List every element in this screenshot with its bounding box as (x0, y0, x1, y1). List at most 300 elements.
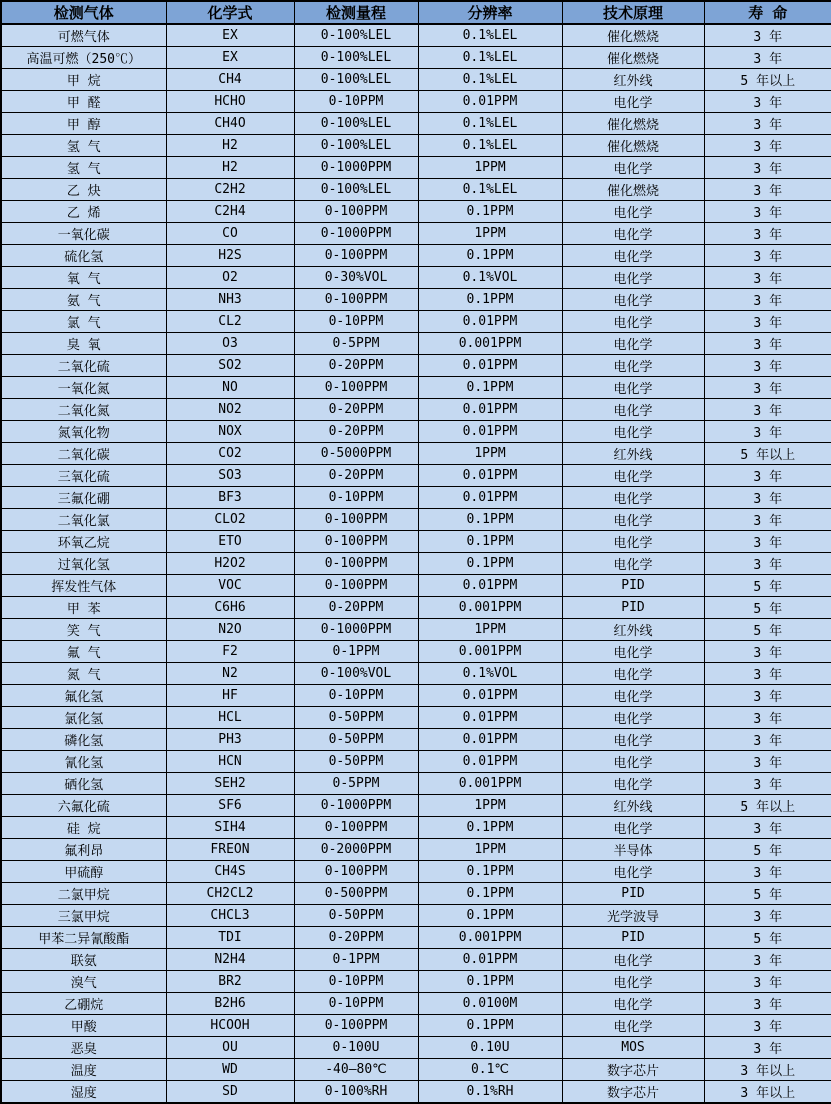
cell: N2H4 (166, 949, 294, 971)
cell: 0-50PPM (294, 729, 418, 751)
table-row (1, 531, 831, 553)
cell: 0.01PPM (418, 355, 562, 377)
cell: 0-1PPM (294, 641, 418, 663)
cell: 硒化氢 (1, 773, 166, 795)
cell: 电化学 (562, 751, 704, 773)
cell: 1PPM (418, 157, 562, 179)
cell: 氟利昂 (1, 839, 166, 861)
cell: 乙 炔 (1, 179, 166, 201)
cell: 0-20PPM (294, 421, 418, 443)
cell: CO (166, 223, 294, 245)
cell: 0-1000PPM (294, 619, 418, 641)
cell: C6H6 (166, 597, 294, 619)
column-header-principle: 技术原理 (562, 1, 704, 24)
cell: SD (166, 1081, 294, 1104)
cell: 电化学 (562, 355, 704, 377)
cell: 3 年 (704, 465, 831, 487)
cell: 3 年 (704, 487, 831, 509)
cell: 环氧乙烷 (1, 531, 166, 553)
cell: 一氧化碳 (1, 223, 166, 245)
cell: 5 年 (704, 619, 831, 641)
cell: 0-30%VOL (294, 267, 418, 289)
cell: 数字芯片 (562, 1059, 704, 1081)
cell: 3 年 (704, 1015, 831, 1037)
cell: 0-20PPM (294, 597, 418, 619)
cell: 半导体 (562, 839, 704, 861)
cell: OU (166, 1037, 294, 1059)
cell: 臭 氧 (1, 333, 166, 355)
cell: 磷化氢 (1, 729, 166, 751)
cell: 甲 醇 (1, 113, 166, 135)
cell: 3 年 (704, 509, 831, 531)
cell: 5 年 (704, 575, 831, 597)
cell: 光学波导 (562, 905, 704, 927)
cell: 3 年 (704, 201, 831, 223)
cell: 电化学 (562, 707, 704, 729)
cell: 5 年 (704, 839, 831, 861)
cell: 0.01PPM (418, 465, 562, 487)
cell: H2 (166, 157, 294, 179)
cell: 0.0100M (418, 993, 562, 1015)
cell: 红外线 (562, 795, 704, 817)
cell: 0.01PPM (418, 729, 562, 751)
cell: 电化学 (562, 949, 704, 971)
table-row (1, 597, 831, 619)
cell: 0.1PPM (418, 201, 562, 223)
cell: 0-100PPM (294, 509, 418, 531)
cell: 0-100U (294, 1037, 418, 1059)
cell: 1PPM (418, 619, 562, 641)
cell: 一氧化氮 (1, 377, 166, 399)
cell: O3 (166, 333, 294, 355)
cell: 氨 气 (1, 289, 166, 311)
table-row (1, 289, 831, 311)
cell: 3 年 (704, 157, 831, 179)
cell: 0.1%VOL (418, 267, 562, 289)
cell: 3 年 (704, 553, 831, 575)
cell: 0-50PPM (294, 905, 418, 927)
cell: 3 年 (704, 817, 831, 839)
cell: 电化学 (562, 553, 704, 575)
cell: 0-10PPM (294, 311, 418, 333)
cell: 3 年 (704, 971, 831, 993)
table-row (1, 487, 831, 509)
cell: 3 年 (704, 861, 831, 883)
table-row (1, 553, 831, 575)
column-header-range: 检测量程 (294, 1, 418, 24)
cell: HCL (166, 707, 294, 729)
cell: PID (562, 597, 704, 619)
cell: 0-1PPM (294, 949, 418, 971)
cell: 0.1%LEL (418, 47, 562, 69)
cell: 氯 气 (1, 311, 166, 333)
cell: 3 年 (704, 135, 831, 157)
cell: 3 年 (704, 289, 831, 311)
cell: 氢 气 (1, 135, 166, 157)
cell: 甲酸 (1, 1015, 166, 1037)
cell: 5 年 (704, 927, 831, 949)
cell: 红外线 (562, 443, 704, 465)
cell: 三氯甲烷 (1, 905, 166, 927)
cell: 电化学 (562, 223, 704, 245)
cell: 5 年以上 (704, 69, 831, 91)
cell: CLO2 (166, 509, 294, 531)
table-row (1, 861, 831, 883)
cell: 溴气 (1, 971, 166, 993)
cell: 3 年 (704, 24, 831, 47)
cell: TDI (166, 927, 294, 949)
cell: 0.01PPM (418, 575, 562, 597)
cell: 电化学 (562, 685, 704, 707)
cell: 0-100%LEL (294, 47, 418, 69)
cell: 0.01PPM (418, 399, 562, 421)
cell: 0-100PPM (294, 201, 418, 223)
cell: 乙硼烷 (1, 993, 166, 1015)
cell: 5 年以上 (704, 795, 831, 817)
table-row (1, 179, 831, 201)
cell: 3 年 (704, 905, 831, 927)
table-row (1, 157, 831, 179)
cell: 0-10PPM (294, 971, 418, 993)
cell: WD (166, 1059, 294, 1081)
cell: 0-100PPM (294, 377, 418, 399)
cell: F2 (166, 641, 294, 663)
cell: 0-20PPM (294, 465, 418, 487)
cell: 3 年 (704, 267, 831, 289)
cell: 电化学 (562, 993, 704, 1015)
cell: CH2CL2 (166, 883, 294, 905)
cell: 3 年 (704, 355, 831, 377)
cell: 氟化氢 (1, 685, 166, 707)
table-row (1, 993, 831, 1015)
cell: 二氧化氮 (1, 399, 166, 421)
cell: O2 (166, 267, 294, 289)
cell: 3 年 (704, 223, 831, 245)
cell: 0.1℃ (418, 1059, 562, 1081)
cell: HCN (166, 751, 294, 773)
cell: 0.01PPM (418, 707, 562, 729)
cell: 电化学 (562, 289, 704, 311)
cell: 0.1%VOL (418, 663, 562, 685)
cell: 恶臭 (1, 1037, 166, 1059)
cell: 过氧化氢 (1, 553, 166, 575)
cell: 电化学 (562, 399, 704, 421)
cell: N2 (166, 663, 294, 685)
cell: 电化学 (562, 729, 704, 751)
cell: HF (166, 685, 294, 707)
cell: 三氟化硼 (1, 487, 166, 509)
cell: 催化燃烧 (562, 47, 704, 69)
cell: 0.1%LEL (418, 135, 562, 157)
table-row (1, 575, 831, 597)
column-header-formula: 化学式 (166, 1, 294, 24)
cell: 联氨 (1, 949, 166, 971)
cell: 甲 醛 (1, 91, 166, 113)
table-row (1, 1015, 831, 1037)
cell: 0.1%LEL (418, 179, 562, 201)
cell: SF6 (166, 795, 294, 817)
cell: 0.001PPM (418, 641, 562, 663)
table-row (1, 47, 831, 69)
cell: PID (562, 927, 704, 949)
table-row (1, 641, 831, 663)
table-row (1, 927, 831, 949)
cell: 3 年 (704, 47, 831, 69)
cell: 挥发性气体 (1, 575, 166, 597)
cell: 数字芯片 (562, 1081, 704, 1104)
cell: 0-20PPM (294, 355, 418, 377)
cell: -40—80℃ (294, 1059, 418, 1081)
cell: 0.01PPM (418, 91, 562, 113)
cell: 温度 (1, 1059, 166, 1081)
cell: 0-100%LEL (294, 113, 418, 135)
cell: 0-5PPM (294, 773, 418, 795)
cell: 0.1PPM (418, 531, 562, 553)
cell: 湿度 (1, 1081, 166, 1104)
cell: PH3 (166, 729, 294, 751)
cell: 六氟化硫 (1, 795, 166, 817)
cell: 红外线 (562, 619, 704, 641)
table-row (1, 135, 831, 157)
table-row (1, 685, 831, 707)
table-row (1, 421, 831, 443)
table-row (1, 949, 831, 971)
cell: 电化学 (562, 91, 704, 113)
table-row (1, 443, 831, 465)
table-row (1, 1037, 831, 1059)
cell: 0-100%LEL (294, 179, 418, 201)
cell: SIH4 (166, 817, 294, 839)
cell: 氢 气 (1, 157, 166, 179)
cell: ETO (166, 531, 294, 553)
cell: 0-20PPM (294, 927, 418, 949)
cell: 0.1%LEL (418, 69, 562, 91)
cell: 电化学 (562, 465, 704, 487)
cell: 3 年 (704, 179, 831, 201)
cell: FREON (166, 839, 294, 861)
table-row (1, 729, 831, 751)
cell: 电化学 (562, 663, 704, 685)
column-header-gas: 检测气体 (1, 1, 166, 24)
cell: 0.01PPM (418, 949, 562, 971)
cell: 电化学 (562, 817, 704, 839)
table-row (1, 69, 831, 91)
cell: 氮 气 (1, 663, 166, 685)
cell: 0-500PPM (294, 883, 418, 905)
cell: 电化学 (562, 861, 704, 883)
cell: 电化学 (562, 509, 704, 531)
cell: 电化学 (562, 245, 704, 267)
table-row (1, 795, 831, 817)
cell: 3 年 (704, 311, 831, 333)
table-row (1, 839, 831, 861)
cell: 0.001PPM (418, 927, 562, 949)
cell: 3 年 (704, 421, 831, 443)
cell: 催化燃烧 (562, 24, 704, 47)
cell: 电化学 (562, 773, 704, 795)
cell: 0.1PPM (418, 971, 562, 993)
table-row (1, 773, 831, 795)
cell: 电化学 (562, 201, 704, 223)
cell: HCOOH (166, 1015, 294, 1037)
cell: 二氧化氯 (1, 509, 166, 531)
cell: B2H6 (166, 993, 294, 1015)
cell: 0.1PPM (418, 553, 562, 575)
cell: 甲硫醇 (1, 861, 166, 883)
cell: 电化学 (562, 531, 704, 553)
cell: 3 年 (704, 641, 831, 663)
header-row (1, 1, 831, 24)
cell: 1PPM (418, 443, 562, 465)
table-row (1, 883, 831, 905)
cell: 0.01PPM (418, 487, 562, 509)
table-row (1, 751, 831, 773)
cell: 三氧化硫 (1, 465, 166, 487)
cell: 0-10PPM (294, 487, 418, 509)
cell: 0.1%RH (418, 1081, 562, 1104)
cell: 氯化氢 (1, 707, 166, 729)
cell: 0.10U (418, 1037, 562, 1059)
cell: SO2 (166, 355, 294, 377)
table-row (1, 971, 831, 993)
cell: 0-50PPM (294, 707, 418, 729)
cell: 5 年 (704, 597, 831, 619)
cell: PID (562, 575, 704, 597)
cell: 3 年以上 (704, 1081, 831, 1104)
cell: 甲 苯 (1, 597, 166, 619)
cell: 0-100%LEL (294, 24, 418, 47)
table-row (1, 817, 831, 839)
cell: 0-50PPM (294, 751, 418, 773)
cell: 0-10PPM (294, 685, 418, 707)
cell: 氧 气 (1, 267, 166, 289)
cell: 3 年 (704, 1037, 831, 1059)
cell: 0.1PPM (418, 883, 562, 905)
cell: 电化学 (562, 377, 704, 399)
cell: 电化学 (562, 267, 704, 289)
cell: SO3 (166, 465, 294, 487)
table-row (1, 267, 831, 289)
cell: 0-100%LEL (294, 69, 418, 91)
cell: 3 年 (704, 377, 831, 399)
cell: 0.01PPM (418, 311, 562, 333)
cell: 1PPM (418, 839, 562, 861)
cell: 电化学 (562, 641, 704, 663)
table-row (1, 905, 831, 927)
cell: 0.1PPM (418, 509, 562, 531)
cell: 0-20PPM (294, 399, 418, 421)
cell: 电化学 (562, 157, 704, 179)
cell: CO2 (166, 443, 294, 465)
cell: 0.01PPM (418, 751, 562, 773)
cell: 0-5000PPM (294, 443, 418, 465)
cell: 0.1%LEL (418, 24, 562, 47)
cell: 0-100%LEL (294, 135, 418, 157)
cell: 0.1PPM (418, 1015, 562, 1037)
cell: 3 年 (704, 531, 831, 553)
cell: 0.1PPM (418, 377, 562, 399)
table-row (1, 377, 831, 399)
cell: H2 (166, 135, 294, 157)
cell: H2O2 (166, 553, 294, 575)
cell: 1PPM (418, 795, 562, 817)
cell: NOX (166, 421, 294, 443)
table-body (1, 24, 831, 1103)
cell: PID (562, 883, 704, 905)
cell: 1PPM (418, 223, 562, 245)
cell: 0-100PPM (294, 575, 418, 597)
cell: 氰化氢 (1, 751, 166, 773)
cell: CH4 (166, 69, 294, 91)
cell: 0-100PPM (294, 553, 418, 575)
cell: 0.1%LEL (418, 113, 562, 135)
cell: C2H4 (166, 201, 294, 223)
cell: 0-1000PPM (294, 223, 418, 245)
cell: 0.01PPM (418, 421, 562, 443)
cell: 0.001PPM (418, 597, 562, 619)
cell: EX (166, 47, 294, 69)
table-row (1, 24, 831, 47)
table-row (1, 113, 831, 135)
cell: 0-5PPM (294, 333, 418, 355)
cell: 3 年 (704, 773, 831, 795)
cell: 0.001PPM (418, 773, 562, 795)
cell: 电化学 (562, 311, 704, 333)
cell: CHCL3 (166, 905, 294, 927)
cell: 3 年以上 (704, 1059, 831, 1081)
table-row (1, 223, 831, 245)
cell: 电化学 (562, 971, 704, 993)
cell: 3 年 (704, 113, 831, 135)
cell: CH4S (166, 861, 294, 883)
cell: 0.1PPM (418, 905, 562, 927)
cell: 电化学 (562, 487, 704, 509)
table-row (1, 465, 831, 487)
cell: 0-1000PPM (294, 795, 418, 817)
cell: 0-100PPM (294, 817, 418, 839)
table-row (1, 311, 831, 333)
cell: VOC (166, 575, 294, 597)
cell: 5 年以上 (704, 443, 831, 465)
cell: 笑 气 (1, 619, 166, 641)
table-row (1, 509, 831, 531)
table-row (1, 245, 831, 267)
cell: N2O (166, 619, 294, 641)
cell: 甲 烷 (1, 69, 166, 91)
cell: 0-10PPM (294, 993, 418, 1015)
cell: 3 年 (704, 91, 831, 113)
column-header-lifespan: 寿 命 (704, 1, 831, 24)
cell: 3 年 (704, 707, 831, 729)
table-row (1, 91, 831, 113)
cell: 3 年 (704, 751, 831, 773)
cell: 二氧化硫 (1, 355, 166, 377)
cell: 可燃气体 (1, 24, 166, 47)
cell: 0-100PPM (294, 531, 418, 553)
cell: 氟 气 (1, 641, 166, 663)
cell: 0.1PPM (418, 817, 562, 839)
cell: 0-1000PPM (294, 157, 418, 179)
table-row (1, 1059, 831, 1081)
cell: 甲苯二异氰酸酯 (1, 927, 166, 949)
cell: 3 年 (704, 333, 831, 355)
cell: 3 年 (704, 685, 831, 707)
cell: 硫化氢 (1, 245, 166, 267)
table-row (1, 707, 831, 729)
cell: 高温可燃（250℃） (1, 47, 166, 69)
cell: 0.1PPM (418, 245, 562, 267)
table-row (1, 355, 831, 377)
